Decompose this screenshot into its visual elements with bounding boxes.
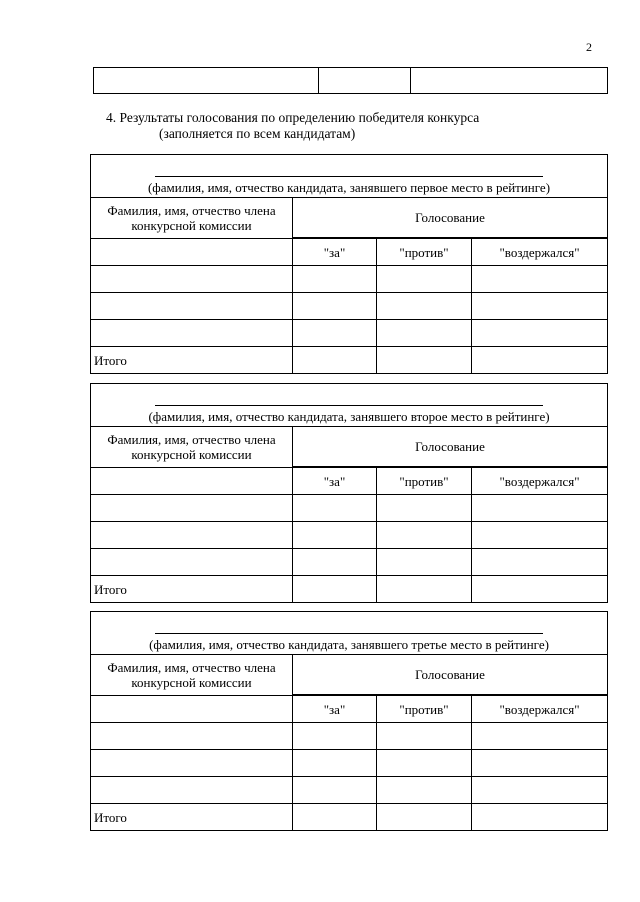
vote-against-header: "против" bbox=[377, 468, 472, 495]
table-cell bbox=[91, 468, 293, 495]
total-row bbox=[91, 347, 608, 374]
section-subtitle: (заполняется по всем кандидатам) bbox=[159, 126, 356, 141]
section-heading bbox=[106, 110, 479, 142]
table-row bbox=[91, 777, 608, 804]
total-row bbox=[91, 576, 608, 603]
table-row bbox=[91, 723, 608, 750]
candidate-name-line bbox=[155, 405, 543, 406]
candidate-caption-text: (фамилия, имя, отчество кандидата, занявшего второе место в рейтинге) bbox=[148, 409, 550, 424]
table-row bbox=[91, 549, 608, 576]
member-header-line: конкурсной комиссии bbox=[131, 675, 252, 690]
member-header-line: Фамилия, имя, отчество члена bbox=[107, 432, 276, 447]
vote-for-header: "за" bbox=[293, 696, 377, 723]
vote-abstain-header: "воздержался" bbox=[472, 468, 608, 495]
candidate-name-line bbox=[155, 176, 543, 177]
table-cell bbox=[318, 68, 411, 94]
voting-header: Голосование bbox=[293, 427, 608, 467]
continued-table-fragment bbox=[93, 67, 608, 94]
member-header-line: Фамилия, имя, отчество члена bbox=[107, 660, 276, 675]
voting-header: Голосование bbox=[293, 198, 608, 238]
table-cell bbox=[91, 696, 293, 723]
voting-table-second-place bbox=[90, 383, 608, 603]
candidate-caption-text: (фамилия, имя, отчество кандидата, занявшего первое место в рейтинге) bbox=[147, 180, 551, 195]
candidate-caption-text: (фамилия, имя, отчество кандидата, занявшего третье место в рейтинге) bbox=[149, 637, 549, 652]
total-label: Итого bbox=[91, 804, 293, 831]
table-cell bbox=[94, 68, 319, 94]
member-column-header bbox=[91, 427, 293, 468]
table-row bbox=[91, 522, 608, 549]
candidate-caption bbox=[91, 384, 608, 427]
candidate-caption bbox=[91, 155, 608, 198]
table-row bbox=[94, 68, 608, 94]
table-row bbox=[91, 495, 608, 522]
voting-table-third-place bbox=[90, 611, 608, 831]
table-row bbox=[91, 750, 608, 777]
table-cell bbox=[411, 68, 608, 94]
member-header-line: конкурсной комиссии bbox=[131, 447, 252, 462]
member-column-header bbox=[91, 198, 293, 239]
voting-table-first-place bbox=[90, 154, 608, 374]
total-label: Итого bbox=[91, 576, 293, 603]
table-cell bbox=[91, 239, 293, 266]
section-title: 4. Результаты голосования по определению победителя конкурса bbox=[106, 110, 480, 125]
table-row bbox=[91, 266, 608, 293]
total-label: Итого bbox=[91, 347, 293, 374]
member-header-line: Фамилия, имя, отчество члена bbox=[107, 203, 276, 218]
voting-header: Голосование bbox=[293, 655, 608, 695]
vote-for-header: "за" bbox=[293, 239, 377, 266]
vote-against-header: "против" bbox=[377, 239, 472, 266]
vote-abstain-header: "воздержался" bbox=[472, 239, 608, 266]
page-number: 2 bbox=[586, 40, 592, 54]
vote-against-header: "против" bbox=[377, 696, 472, 723]
vote-abstain-header: "воздержался" bbox=[472, 696, 608, 723]
member-header-line: конкурсной комиссии bbox=[131, 218, 252, 233]
table-row bbox=[91, 320, 608, 347]
vote-for-header: "за" bbox=[293, 468, 377, 495]
candidate-name-line bbox=[155, 633, 543, 634]
total-row bbox=[91, 804, 608, 831]
member-column-header bbox=[91, 655, 293, 696]
candidate-caption bbox=[91, 612, 608, 655]
table-row bbox=[91, 293, 608, 320]
